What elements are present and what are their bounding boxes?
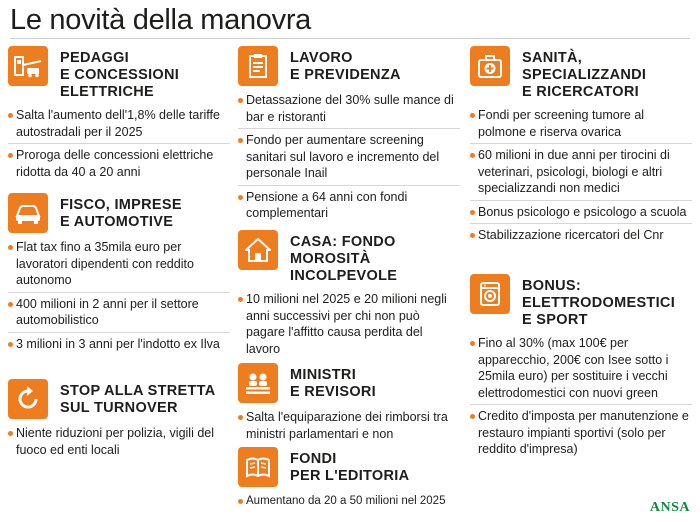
- list-item: Niente riduzioni per polizia, vigili del fuoco ed enti locali: [8, 422, 230, 461]
- list-item: Fondo per aumentare screening sanitari sul lavoro e incremento del personale Inail: [238, 128, 460, 185]
- list-item: Fino al 30% (max 100€ per apparecchio, 200€ con Isee sotto i 25mila euro) per sostituire i vecchi elettrodomestici con nuovi green: [470, 332, 692, 404]
- first-aid-kit-icon: [470, 46, 510, 86]
- ministers-icon: [238, 363, 278, 403]
- list-item: Salta l'equiparazione dei rimborsi tra ministri parlamentari e non: [238, 406, 460, 445]
- list-item: Detassazione del 30% sulle mance di bar e ristoranti: [238, 89, 460, 128]
- section-heading: PEDAGGI E CONCESSIONI ELETTRICHE: [60, 50, 180, 100]
- section-fisco: [8, 191, 230, 377]
- list-item: Stabilizzazione ricercatori del Cnr: [470, 223, 692, 247]
- car-icon: [8, 193, 48, 233]
- section-heading: FISCO, IMPRESE E AUTOMOTIVE: [60, 197, 182, 230]
- section-pedaggi: [8, 44, 230, 191]
- section-lavoro: [238, 44, 460, 228]
- list-item: Credito d'imposta per manutenzione e restauro impianti sportivi (solo per reddito d'impresa): [470, 404, 692, 461]
- list-item: 60 milioni in due anni per tirocini di veterinari, psicologi, biologi e altri specializzandi non medici: [470, 143, 692, 200]
- section-sanita: [470, 44, 692, 272]
- list-item: Pensione a 64 anni con fondi complementari: [238, 185, 460, 225]
- title-divider: [10, 38, 690, 39]
- section-editoria: [238, 445, 460, 513]
- refresh-icon: [8, 379, 48, 419]
- list-item: Flat tax fino a 35mila euro per lavoratori dipendenti con reddito autonomo: [8, 236, 230, 292]
- section-casa: [238, 228, 460, 361]
- column-2: [238, 44, 460, 513]
- house-icon: [238, 230, 278, 270]
- section-ministri: [238, 361, 460, 445]
- list-item: 400 milioni in 2 anni per il settore automobilistico: [8, 292, 230, 332]
- clipboard-icon: [238, 46, 278, 86]
- section-heading: MINISTRI E REVISORI: [290, 367, 376, 400]
- washing-machine-icon: [470, 274, 510, 314]
- page-title: Le novità della manovra: [10, 4, 312, 36]
- list-item: Bonus psicologo e psicologo a scuola: [470, 200, 692, 224]
- section-heading: CASA: FONDO MOROSITÀ INCOLPEVOLE: [290, 234, 398, 284]
- section-heading: SANITÀ, SPECIALIZZANDI E RICERCATORI: [522, 50, 647, 100]
- list-item: Fondi per screening tumore al polmone e riserva ovarica: [470, 104, 692, 143]
- section-heading: BONUS: ELETTRODOMESTICI E SPORT: [522, 278, 676, 328]
- column-3: [470, 44, 692, 461]
- toll-booth-icon: [8, 46, 48, 86]
- section-heading: LAVORO E PREVIDENZA: [290, 50, 401, 83]
- ansa-logo: ANSA: [649, 500, 690, 515]
- section-bonus: [470, 272, 692, 461]
- newspaper-icon: [238, 447, 278, 487]
- list-item: Salta l'aumento dell'1,8% delle tariffe autostradali per il 2025: [8, 104, 230, 143]
- column-1: [8, 44, 230, 461]
- section-turnover: [8, 377, 230, 461]
- list-item: Aumentano da 20 a 50 milioni nel 2025: [238, 490, 460, 513]
- list-item: Proroga delle concessioni elettriche ridotta da 40 a 20 anni: [8, 143, 230, 183]
- list-item: 3 milioni in 3 anni per l'indotto ex Ilva: [8, 332, 230, 356]
- list-item: 10 milioni nel 2025 e 20 milioni negli anni successivi per chi non può pagare l'affitto causa perdita del lavoro: [238, 288, 460, 360]
- section-heading: STOP ALLA STRETTA SUL TURNOVER: [60, 383, 216, 416]
- section-heading: FONDI PER L'EDITORIA: [290, 451, 410, 484]
